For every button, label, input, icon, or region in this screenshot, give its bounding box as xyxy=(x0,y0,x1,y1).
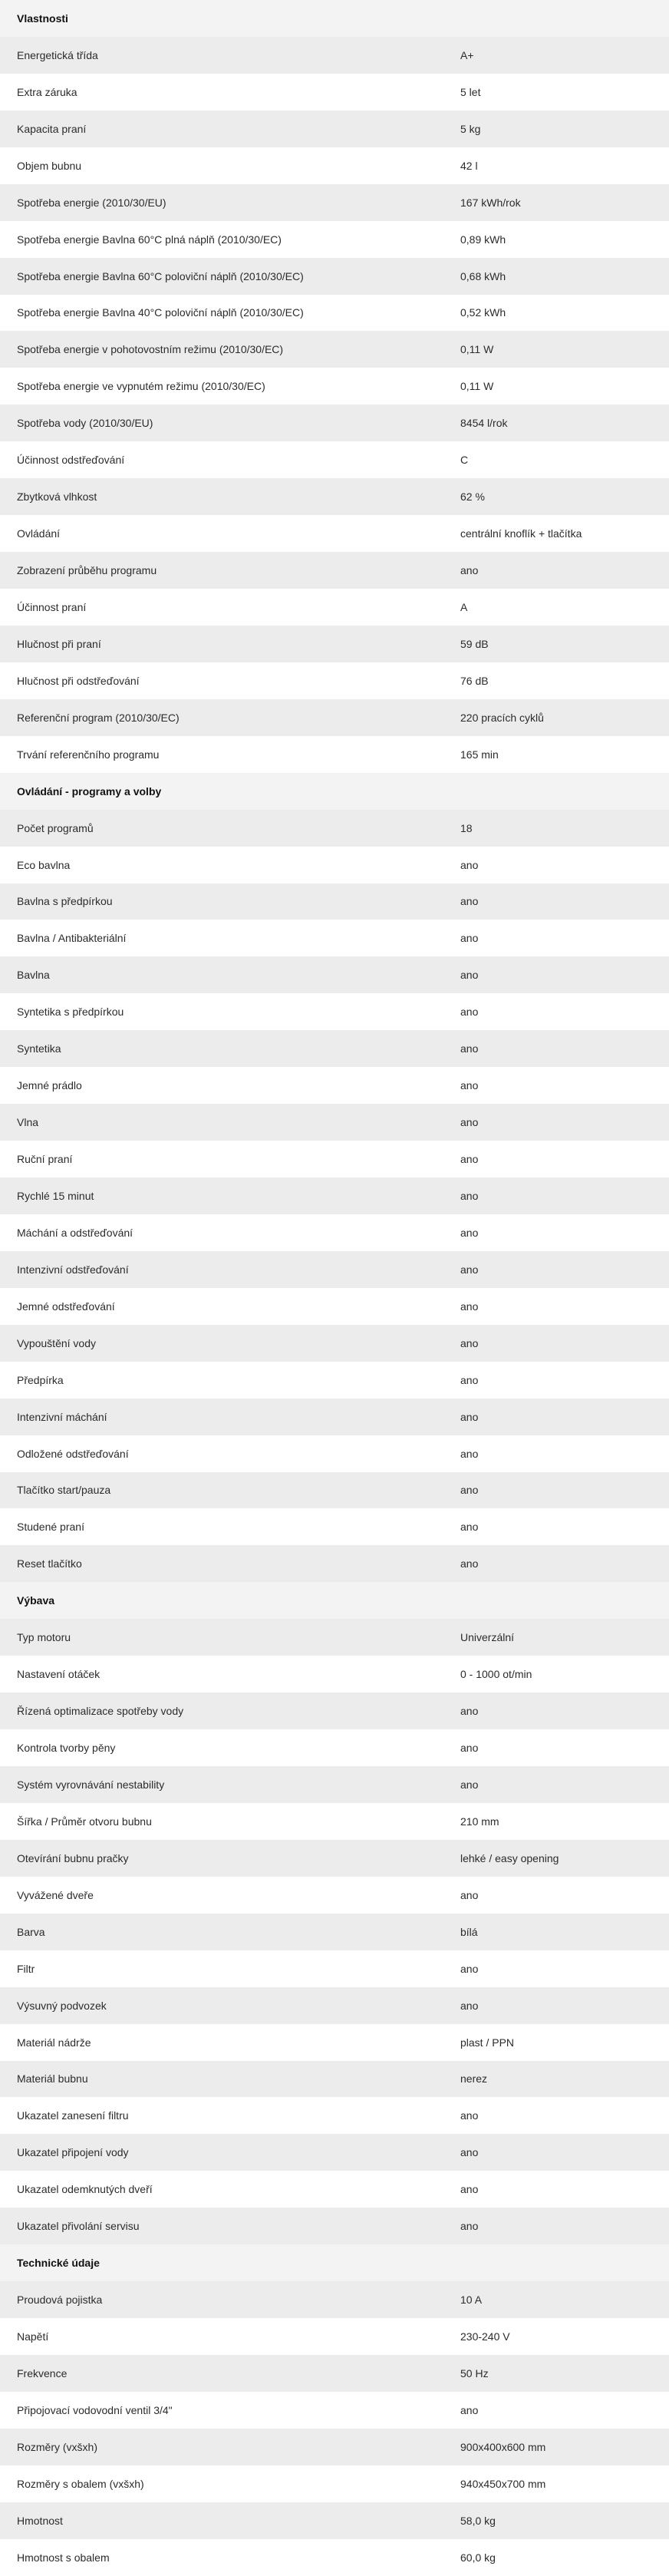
spec-label: Jemné odstřeďování xyxy=(17,1300,115,1313)
spec-label: Vyvážené dveře xyxy=(17,1888,94,1901)
spec-row xyxy=(0,331,669,368)
spec-value: ano xyxy=(460,1373,479,1386)
spec-label: Trvání referenčního programu xyxy=(17,748,160,761)
spec-row xyxy=(0,2392,669,2429)
spec-value: 0,89 kWh xyxy=(460,233,506,246)
spec-value: ano xyxy=(460,1742,479,1755)
spec-label: Extra záruka xyxy=(17,85,77,98)
spec-row xyxy=(0,37,669,74)
spec-row xyxy=(0,1619,669,1656)
spec-row xyxy=(0,295,669,332)
spec-row xyxy=(0,2539,669,2576)
spec-value: ano xyxy=(460,1521,479,1534)
spec-row xyxy=(0,1030,669,1067)
spec-row xyxy=(0,589,669,626)
spec-label: Ruční praní xyxy=(17,1153,73,1166)
spec-value: ano xyxy=(460,1999,479,2012)
spec-row xyxy=(0,1950,669,1987)
spec-value: ano xyxy=(460,1300,479,1313)
spec-row xyxy=(0,2502,669,2539)
spec-label: Vlna xyxy=(17,1116,39,1129)
spec-value: 5 let xyxy=(460,85,481,98)
spec-value: lehké / easy opening xyxy=(460,1851,559,1864)
spec-row xyxy=(0,441,669,478)
spec-label: Hmotnost s obalem xyxy=(17,2551,110,2564)
spec-label: Jemné prádlo xyxy=(17,1079,82,1092)
spec-label: Frekvence xyxy=(17,2366,68,2379)
spec-value: 59 dB xyxy=(460,637,489,650)
spec-label: Spotřeba energie ve vypnutém režimu (2010/30/EC) xyxy=(17,380,265,393)
spec-label: Syntetika s předpírkou xyxy=(17,1006,124,1019)
spec-row xyxy=(0,1914,669,1950)
spec-row xyxy=(0,184,669,221)
spec-label: Připojovací vodovodní ventil 3/4" xyxy=(17,2403,173,2416)
spec-row xyxy=(0,1656,669,1693)
spec-row xyxy=(0,920,669,956)
spec-value: 10 A xyxy=(460,2294,483,2307)
spec-label: Zbytková vlhkost xyxy=(17,490,97,504)
spec-value: A+ xyxy=(460,48,474,61)
spec-label: Kontrola tvorby pěny xyxy=(17,1742,116,1755)
spec-label: Šířka / Průměr otvoru bubnu xyxy=(17,1815,152,1828)
spec-value: 940x450x700 mm xyxy=(460,2477,546,2490)
spec-row xyxy=(0,2134,669,2171)
spec-value: ano xyxy=(460,895,479,908)
section-title: Ovládání - programy a volby xyxy=(17,784,162,798)
spec-value: ano xyxy=(460,1263,479,1276)
spec-row xyxy=(0,405,669,441)
spec-label: Syntetika xyxy=(17,1042,61,1055)
spec-label: Účinnost odstřeďování xyxy=(17,454,125,467)
spec-row xyxy=(0,552,669,589)
spec-label: Spotřeba energie Bavlna 60°C poloviční náplň (2010/30/EC) xyxy=(17,269,304,282)
spec-value: 42 l xyxy=(460,159,478,172)
spec-row xyxy=(0,1251,669,1288)
spec-row xyxy=(0,478,669,515)
spec-row xyxy=(0,1288,669,1325)
spec-label: Systém vyrovnávání nestability xyxy=(17,1778,165,1791)
spec-value: 60,0 kg xyxy=(460,2551,496,2564)
spec-label: Hmotnost xyxy=(17,2514,63,2527)
spec-value: ano xyxy=(460,858,479,871)
spec-value: 58,0 kg xyxy=(460,2514,496,2527)
spec-label: Eco bavlna xyxy=(17,858,71,871)
spec-value: ano xyxy=(460,932,479,945)
spec-label: Rozměry s obalem (vxšxh) xyxy=(17,2477,144,2490)
spec-label: Ukazatel připojení vody xyxy=(17,2146,129,2159)
spec-label: Odložené odstřeďování xyxy=(17,1447,129,1460)
spec-value: ano xyxy=(460,1116,479,1129)
spec-label: Spotřeba energie (2010/30/EU) xyxy=(17,196,166,209)
spec-value: 210 mm xyxy=(460,1815,499,1828)
spec-row xyxy=(0,1067,669,1104)
spec-value: ano xyxy=(460,1962,479,1975)
spec-row xyxy=(0,1693,669,1729)
spec-label: Filtr xyxy=(17,1962,35,1975)
spec-value: ano xyxy=(460,1189,479,1202)
spec-row xyxy=(0,111,669,147)
spec-label: Bavlna s předpírkou xyxy=(17,895,113,908)
spec-row xyxy=(0,1362,669,1399)
spec-row xyxy=(0,810,669,847)
spec-label: Intenzivní odstřeďování xyxy=(17,1263,129,1276)
spec-row xyxy=(0,1435,669,1472)
spec-row xyxy=(0,1104,669,1141)
spec-value: ano xyxy=(460,2220,479,2233)
spec-row xyxy=(0,2281,669,2318)
spec-label: Ovládání xyxy=(17,527,61,540)
spec-row xyxy=(0,1840,669,1877)
spec-row xyxy=(0,1325,669,1362)
spec-value: 165 min xyxy=(460,748,499,761)
spec-label: Bavlna / Antibakteriální xyxy=(17,932,127,945)
spec-row xyxy=(0,368,669,405)
spec-label: Materiál nádrže xyxy=(17,2036,91,2049)
spec-row xyxy=(0,699,669,736)
spec-value: ano xyxy=(460,2146,479,2159)
spec-label: Tlačítko start/pauza xyxy=(17,1484,111,1497)
spec-value: 0,11 W xyxy=(460,343,494,356)
spec-label: Barva xyxy=(17,1925,45,1938)
spec-label: Spotřeba energie v pohotovostním režimu (2010/30/EC) xyxy=(17,343,284,356)
section-header xyxy=(0,2244,669,2281)
spec-label: Rychlé 15 minut xyxy=(17,1189,94,1202)
spec-row xyxy=(0,1508,669,1545)
spec-value: 230-240 V xyxy=(460,2330,510,2343)
spec-value: 167 kWh/rok xyxy=(460,196,521,209)
spec-label: Napětí xyxy=(17,2330,49,2343)
spec-row xyxy=(0,1729,669,1766)
spec-label: Energetická třída xyxy=(17,48,98,61)
spec-label: Studené praní xyxy=(17,1521,84,1534)
spec-label: Bavlna xyxy=(17,969,50,982)
spec-value: 0,68 kWh xyxy=(460,269,506,282)
spec-row xyxy=(0,1766,669,1803)
spec-value: ano xyxy=(460,1226,479,1239)
spec-label: Řízená optimalizace spotřeby vody xyxy=(17,1705,184,1718)
section-title: Technické údaje xyxy=(17,2257,100,2270)
spec-row xyxy=(0,2061,669,2098)
spec-value: A xyxy=(460,600,468,613)
spec-label: Předpírka xyxy=(17,1373,64,1386)
spec-row xyxy=(0,1472,669,1509)
spec-label: Typ motoru xyxy=(17,1631,71,1644)
spec-label: Proudová pojistka xyxy=(17,2294,103,2307)
spec-row xyxy=(0,1877,669,1914)
spec-row xyxy=(0,736,669,773)
spec-label: Výsuvný podvozek xyxy=(17,1999,107,2012)
spec-value: 18 xyxy=(460,821,473,834)
spec-row xyxy=(0,1803,669,1840)
spec-value: 900x400x600 mm xyxy=(460,2440,546,2453)
spec-row xyxy=(0,2465,669,2502)
spec-row xyxy=(0,1399,669,1435)
spec-value: ano xyxy=(460,1042,479,1055)
spec-value: ano xyxy=(460,969,479,982)
spec-row xyxy=(0,2171,669,2208)
spec-row xyxy=(0,147,669,184)
spec-value: 62 % xyxy=(460,490,485,504)
section-header xyxy=(0,0,669,37)
spec-row xyxy=(0,2024,669,2061)
spec-label: Referenční program (2010/30/EC) xyxy=(17,711,180,724)
section-title: Výbava xyxy=(17,1594,55,1607)
spec-row xyxy=(0,1214,669,1251)
spec-label: Zobrazení průběhu programu xyxy=(17,564,157,577)
spec-value: ano xyxy=(460,1778,479,1791)
spec-row xyxy=(0,2208,669,2244)
spec-label: Hlučnost při praní xyxy=(17,637,101,650)
spec-value: 50 Hz xyxy=(460,2366,489,2379)
spec-value: centrální knoflík + tlačítka xyxy=(460,527,582,540)
spec-label: Ukazatel odemknutých dveří xyxy=(17,2183,153,2196)
spec-row xyxy=(0,1545,669,1582)
spec-value: ano xyxy=(460,1888,479,1901)
section-title: Vlastnosti xyxy=(17,12,68,25)
spec-value: ano xyxy=(460,1484,479,1497)
spec-label: Kapacita praní xyxy=(17,122,87,135)
spec-row xyxy=(0,956,669,993)
spec-value: ano xyxy=(460,1447,479,1460)
spec-value: ano xyxy=(460,564,479,577)
spec-label: Spotřeba energie Bavlna 60°C plná náplň (2010/30/EC) xyxy=(17,233,282,246)
spec-label: Ukazatel zanesení filtru xyxy=(17,2109,129,2122)
spec-row xyxy=(0,847,669,883)
spec-row xyxy=(0,1141,669,1177)
spec-value: ano xyxy=(460,1410,479,1423)
spec-value: 5 kg xyxy=(460,122,481,135)
spec-row xyxy=(0,993,669,1030)
spec-label: Otevírání bubnu pračky xyxy=(17,1851,129,1864)
spec-value: 0 - 1000 ot/min xyxy=(460,1668,532,1681)
spec-row xyxy=(0,221,669,258)
spec-value: ano xyxy=(460,2403,479,2416)
spec-row xyxy=(0,1177,669,1214)
spec-value: 0,11 W xyxy=(460,380,494,393)
spec-value: ano xyxy=(460,1079,479,1092)
spec-value: ano xyxy=(460,1705,479,1718)
spec-label: Ukazatel přivolání servisu xyxy=(17,2220,140,2233)
spec-value: ano xyxy=(460,1153,479,1166)
spec-value: 8454 l/rok xyxy=(460,417,508,430)
spec-value: plast / PPN xyxy=(460,2036,515,2049)
spec-label: Spotřeba energie Bavlna 40°C poloviční náplň (2010/30/EC) xyxy=(17,306,304,319)
spec-row xyxy=(0,515,669,552)
spec-label: Vypouštění vody xyxy=(17,1336,96,1349)
spec-label: Účinnost praní xyxy=(17,600,87,613)
spec-row xyxy=(0,2318,669,2355)
spec-row xyxy=(0,74,669,111)
spec-value: Univerzální xyxy=(460,1631,515,1644)
spec-value: bílá xyxy=(460,1925,478,1938)
spec-label: Počet programů xyxy=(17,821,94,834)
spec-row xyxy=(0,1987,669,2024)
spec-row xyxy=(0,883,669,920)
spec-value: ano xyxy=(460,1557,479,1570)
spec-row xyxy=(0,2355,669,2392)
spec-label: Hlučnost při odstřeďování xyxy=(17,674,140,687)
section-header xyxy=(0,773,669,810)
spec-label: Spotřeba vody (2010/30/EU) xyxy=(17,417,153,430)
spec-label: Objem bubnu xyxy=(17,159,82,172)
spec-label: Materiál bubnu xyxy=(17,2072,88,2086)
spec-label: Intenzivní máchání xyxy=(17,1410,107,1423)
spec-value: ano xyxy=(460,1006,479,1019)
spec-value: ano xyxy=(460,2109,479,2122)
spec-label: Rozměry (vxšxh) xyxy=(17,2440,98,2453)
spec-value: 76 dB xyxy=(460,674,489,687)
spec-value: ano xyxy=(460,1336,479,1349)
spec-row xyxy=(0,626,669,662)
spec-label: Máchání a odstřeďování xyxy=(17,1226,133,1239)
spec-value: C xyxy=(460,454,469,467)
spec-value: ano xyxy=(460,2183,479,2196)
spec-value: 220 pracích cyklů xyxy=(460,711,544,724)
spec-row xyxy=(0,258,669,295)
spec-label: Reset tlačítko xyxy=(17,1557,82,1570)
spec-value: nerez xyxy=(460,2072,488,2086)
spec-row xyxy=(0,2097,669,2134)
spec-value: 0,52 kWh xyxy=(460,306,506,319)
section-header xyxy=(0,1582,669,1619)
spec-label: Nastavení otáček xyxy=(17,1668,101,1681)
spec-row xyxy=(0,2429,669,2465)
spec-row xyxy=(0,662,669,699)
